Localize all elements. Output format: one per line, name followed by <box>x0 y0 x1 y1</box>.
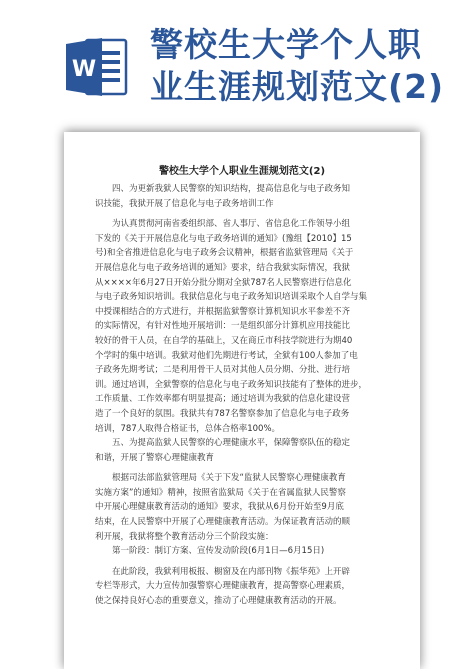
text-line: 子政务先期考试；二是利用骨干人员对其他人员分期、分批、进行培 <box>95 365 351 376</box>
text-line: 专栏等形式，大力宣传加强警察心理健康教育，提高警察心理素质， <box>95 581 351 592</box>
text-line: 利开展，我狱将整个教育活动分三个阶段实施： <box>95 531 274 542</box>
text-line: 培训，787人取得合格证书，总体合格率100%。 <box>95 423 281 434</box>
text-line: 的实际情况，有针对性地开展培训：一是组织部分计算机应用技能比 <box>95 321 351 332</box>
text-line: 中授课相结合的方式进行，并根据监狱警察计算机知识水平参差不齐 <box>95 306 351 317</box>
title-line-1: 警校生大学个人职 <box>150 25 422 64</box>
text-line: 结束，在人民警察中开展了心理健康教育活动。为保证教育活动的顺 <box>95 517 351 528</box>
text-line: 为认真贯彻河南省委组织部、省人事厅、省信息化工作领导小组 <box>95 219 351 230</box>
header-banner <box>0 0 474 140</box>
text-line: 从××××年6月27日开始分批分期对全狱787名人民警察进行信息化 <box>95 277 352 288</box>
text-line: 识技能，我狱开展了信息化与电子政务培训工作 <box>95 198 274 209</box>
text-line: 五、为提高监狱人民警察的心理健康水平，保障警察队伍的稳定 <box>95 438 351 449</box>
text-line: 开展信息化与电子政务培训的通知》要求，结合我狱实际情况，我狱 <box>95 262 351 273</box>
text-line: 四、为更新我狱人民警察的知识结构，提高信息化与电子政务知 <box>95 184 351 194</box>
text-line: 中开展心理健康教育活动的通知》要求，我狱从6月份开始至9月底 <box>95 502 344 513</box>
text-line: 在此阶段，我狱利用板报、橱窗及在内部刊物《振华苑》上开辟 <box>95 566 351 577</box>
text-line: 造了一个良好的氛围。我狱共有787名警察参加了信息化与电子政务 <box>95 408 350 419</box>
word-document-icon <box>64 36 128 98</box>
text-line: 号)和全省推进信息化与电子政务会议精神，根据省监狱管理局《关于 <box>95 248 354 259</box>
text-line: 个学时的集中培训。我狱对他们先期进行考试，全狱有100人参加了电 <box>95 350 358 361</box>
document-title: 警校生大学个人职业生涯规划范文(2) <box>158 166 326 177</box>
text-line: 根据司法部监狱管理局《关于下发“监狱人民警察心理健康教育 <box>95 473 346 484</box>
text-line: 训。通过培训，全狱警察的信息化与电子政务知识技能有了整体的进步， <box>95 379 368 390</box>
text-line: 下发的《关于开展信息化与电子政务培训的通知》(豫组【2010】15 <box>95 233 352 244</box>
document-body <box>95 182 404 609</box>
text-line: 较好的骨干人员，在自学的基础上，又在商丘市科技学院进行为期40 <box>95 335 353 346</box>
page-title <box>150 24 470 108</box>
title-line-2: 业生涯规划范文(2) <box>150 67 445 106</box>
text-line: 与电子政务知识培训。我狱信息化与电子政务知识培训采取个人自学与集 <box>95 292 368 303</box>
text-line: 工作质量、工作效率都有明显提高；通过培训为我狱的信息化建设营 <box>95 394 351 405</box>
svg-text:W: W <box>71 57 97 82</box>
text-line: 使之保持良好心态的重要意义，推动了心理健康教育活动的开展。 <box>95 596 342 607</box>
text-line: 和谐，开展了警察心理健康教育 <box>95 452 215 463</box>
text-line: 实施方案”的通知》精神，按照省监狱局《关于在省属监狱人民警察 <box>95 487 346 498</box>
document-page <box>64 132 420 669</box>
text-line: 第一阶段：制订方案、宣传发动阶段(6月1日—6月15日) <box>95 546 325 557</box>
